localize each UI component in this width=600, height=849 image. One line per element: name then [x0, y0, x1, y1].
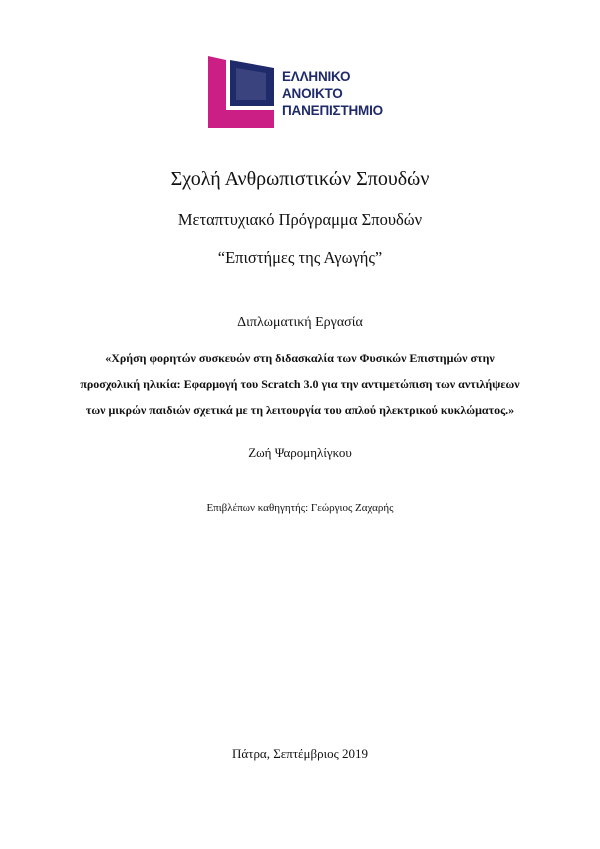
specialty-name: “Επιστήμες της Αγωγής”: [217, 248, 383, 267]
supervisor-line: Επιβλέπων καθηγητής: Γεώργιος Ζαχαρής: [206, 502, 394, 514]
logo-line-1: ΕΛΛΗΝΙΚΟ: [282, 69, 351, 84]
thesis-title-line-3: των μικρών παιδιών σχετικά με τη λειτουργία του απλού ηλεκτρικού κυκλώματος.»: [85, 403, 515, 417]
place-date: Πάτρα, Σεπτέμβριος 2019: [232, 746, 368, 761]
thesis-label: Διπλωματική Εργασία: [237, 315, 363, 330]
university-logo: [208, 56, 408, 128]
school-name: Σχολή Ανθρωπιστικών Σπουδών: [170, 168, 430, 190]
thesis-title-line-2: προσχολική ηλικία: Εφαρμογή του Scratch 3.0 για την αντιμετώπιση των αντιλήψεων: [80, 377, 520, 391]
thesis-title: [70, 345, 530, 423]
program-name: Μεταπτυχιακό Πρόγραμμα Σπουδών: [177, 210, 423, 229]
thesis-title-line-1: «Χρήση φορητών συσκευών στη διδασκαλία των Φυσικών Επιστημών στην: [105, 351, 495, 365]
author-name: Ζωή Ψαρομηλίγκου: [248, 445, 352, 460]
logo-wordmark: [282, 68, 383, 119]
hou-logo-icon: [208, 56, 274, 128]
logo-line-3: ΠΑΝΕΠΙΣΤΗΜΙΟ: [282, 103, 383, 118]
logo-line-2: ΑΝΟΙΚΤΟ: [282, 86, 343, 101]
